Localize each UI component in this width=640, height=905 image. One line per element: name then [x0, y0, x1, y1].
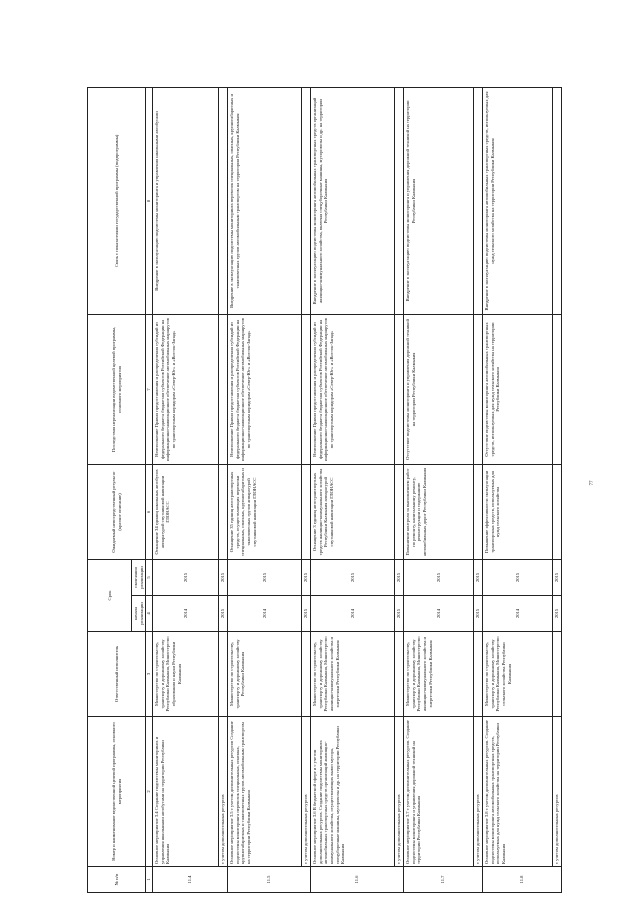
table-subrow	[474, 87, 483, 892]
row-number: 11.7	[404, 867, 483, 893]
subrow-start: 2015	[395, 596, 404, 632]
subrow-empty	[219, 314, 228, 464]
row-start: 2014	[311, 596, 395, 632]
row-result: Оснащение 3 единиц автотранспортных средств жилищно-коммунального хозяйства Республики Калмыкия аппаратурой спутниковой навигации ГЛОНАСС	[311, 464, 395, 559]
row-link: Внедрение в эксплуатацию подсистемы мониторинга и управления дорожной техникой на территории Республики Калмыкия	[404, 87, 474, 314]
subrow-empty	[395, 314, 404, 464]
subrow-empty	[395, 464, 404, 559]
row-link: Внедрение в эксплуатацию подсистемы мониторинга автомобильных транспортных средств, используемых для нужд сельского хозяйства на территории Республики Калмыкия	[483, 87, 553, 314]
subrow-empty	[474, 314, 483, 464]
subrow-empty	[553, 632, 562, 717]
subrow-empty	[219, 464, 228, 559]
row-name: Основное мероприятие 3.5 с учетом дополнительных ресурсов Создание подсистемы мониторинга перевозок специальных, опасных, крупногабаритных и тяжеловесных грузов автомобильным транспортом на территории Республики Калмыкия	[228, 717, 302, 867]
subrow-empty	[395, 632, 404, 717]
index-cell: 7	[146, 314, 153, 464]
table-subrow	[395, 87, 404, 892]
row-result: Оснащение 35 единиц автотранспортных средств, осуществляющих перевозки специальных, опасных, крупногабаритных и тяжеловесных грузов аппаратурой спутниковой навигации ГЛОНАСС	[228, 464, 302, 559]
page-number: 77	[590, 480, 595, 486]
subrow-label: с учетом дополнительных ресурсов	[302, 717, 311, 867]
row-consequence: Отсутствие подсистемы мониторинга и управления дорожной техникой на территории Республики Калмыкия	[404, 314, 474, 464]
subrow-empty	[302, 632, 311, 717]
row-responsible: Министерство по строительству, транспорту и дорожному хозяйству Республики Калмыкия, Министерство жилищно-коммунального хозяйства и энергетики Республики Калмыкия	[404, 632, 474, 717]
row-name: Основное мероприятие 3.4 Создание подсистемы мониторинга и управления школьными автобусами на территории Республики Калмыкия	[153, 717, 219, 867]
index-cell: 5	[146, 559, 153, 595]
subrow-start: 2015	[219, 596, 228, 632]
row-responsible: Министерство по строительству, транспорту и дорожному хозяйству Республики Калмыкия, Министерство жилищно-коммунального хозяйства и энергетики Республики Калмыкия	[311, 632, 395, 717]
subrow-end: 2015	[219, 559, 228, 595]
subrow-empty	[302, 314, 311, 464]
row-responsible: Министерство по строительству, транспорту и дорожному хозяйству Республики Калмыкия, Министерство сельского хозяйства Республики Калмыкия	[483, 632, 553, 717]
table-body	[153, 87, 562, 892]
header-consequence: Последствия нереализации ведомственной целевой программы, основного мероприятия	[88, 314, 146, 464]
index-cell: 4	[146, 596, 153, 632]
subrow-empty	[474, 87, 483, 314]
row-start: 2014	[153, 596, 219, 632]
row-result: Повышение контроля за выполнением работ по ремонту, капитальному ремонту, реконструкции и содержанию автомобильных дорог Республики Калмыкия	[404, 464, 474, 559]
index-cell: 1	[146, 867, 153, 893]
subrow-end: 2015	[302, 559, 311, 595]
subrow-start: 2015	[474, 596, 483, 632]
row-number: 11.8	[483, 867, 562, 893]
header-link: Связь с показателями государственной программы (подпрограммы)	[88, 87, 146, 314]
program-table	[87, 87, 562, 893]
row-link: Внедрение в эксплуатацию подсистемы мониторинга и управления школьными автобусами	[153, 87, 219, 314]
subrow-end: 2015	[474, 559, 483, 595]
row-end: 2015	[483, 559, 553, 595]
row-responsible: Министерство по строительству, транспорту и дорожному хозяйству Республики Калмыкия	[228, 632, 302, 717]
row-link: Внедрение в эксплуатацию подсистемы мониторинга перевозок специальных, опасных, крупногабаритных и тяжеловесных грузов автомобильным транспортом на территории Республики Калмыкия	[228, 87, 302, 314]
subrow-empty	[553, 314, 562, 464]
table-row	[228, 87, 302, 892]
subrow-label: с учетом дополнительных ресурсов	[553, 717, 562, 867]
subrow-empty	[553, 464, 562, 559]
row-number: 11.4	[153, 867, 228, 893]
row-end: 2015	[404, 559, 474, 595]
row-name: Основное мероприятие 3.6 В бюджетной сфере и с учетом дополнительных ресурсов. Создание подсистемы мониторинга автомобильных транспортных средств организаций жилищно-коммунального хозяйства, осуществляющих вывоз мусора, спецуборочные машины, мусоровозы и др. на территории Республики Калмыкия	[311, 717, 395, 867]
row-start: 2014	[483, 596, 553, 632]
table-row	[404, 87, 474, 892]
table-row	[483, 87, 553, 892]
subrow-empty	[219, 87, 228, 314]
header-end: окончания реализации	[132, 559, 146, 595]
row-name: Основное мероприятие 3.8 с учетом дополнительных ресурсов. Создание подсистемы мониторинга автомобильных транспортных средств, используемых для нужд сельского хозяйства на территории Республики Калмыкия	[483, 717, 553, 867]
subrow-label: с учетом дополнительных ресурсов	[474, 717, 483, 867]
row-link: Внедрение в эксплуатацию подсистемы мониторинга автомобильных транспортных средств организаций жилищно-коммунального хозяйства, включая спецуборочные машины, мусоровозы и др. на территории Республики Калмыкия	[311, 87, 395, 314]
table-row	[153, 87, 219, 892]
table-row	[311, 87, 395, 892]
table-subrow	[553, 87, 562, 892]
row-consequence: Неисполнение Правил предоставления и распределения субсидий из федерального бюджета бюджетам субъектов Российской Федерации на информационно-навигационное обеспечение автомобильных маршрутов по транспортным коридорам «Север-Юг» и «Восток-Запад»	[153, 314, 219, 464]
subrow-empty	[474, 464, 483, 559]
header-row	[88, 87, 132, 892]
header-responsible: Ответственный исполнитель	[88, 632, 146, 717]
index-cell: 8	[146, 87, 153, 314]
header-srok: Срок	[88, 559, 132, 631]
table-subrow	[219, 87, 228, 892]
subrow-empty	[553, 87, 562, 314]
subrow-empty	[219, 632, 228, 717]
header-name: Номер и наименование ведомственной целевой программы, основного мероприятия	[88, 717, 146, 867]
row-result: Оснащение 34 единиц школьных автобусов аппаратурой спутниковой навигации ГЛОНАСС	[153, 464, 219, 559]
subrow-end: 2015	[553, 559, 562, 595]
row-start: 2014	[228, 596, 302, 632]
index-row	[146, 87, 153, 892]
subrow-empty	[302, 464, 311, 559]
row-start: 2014	[404, 596, 474, 632]
row-responsible: Министерство по строительству, транспорту и дорожному хозяйству Республики Калмыкия, Министерство образования и науки Республики Калмыкия	[153, 632, 219, 717]
row-result: Повышение эффективности эксплуатации транспортных средств, используемых для нужд сельского хозяйства	[483, 464, 553, 559]
subrow-empty	[395, 87, 404, 314]
subrow-empty	[302, 87, 311, 314]
row-name: Основное мероприятие 3.7 с учетом дополнительных ресурсов. Создание подсистемы мониторинга и управления дорожной техникой на территории Республики Калмыкия	[404, 717, 474, 867]
subrow-label: с учетом дополнительных ресурсов	[395, 717, 404, 867]
subrow-label: с учетом дополнительных ресурсов	[219, 717, 228, 867]
header-num: № п/п	[88, 867, 146, 893]
row-end: 2015	[153, 559, 219, 595]
header-result: Ожидаемый непосредственный результат (краткое описание)	[88, 464, 146, 559]
row-consequence: Неисполнение Правил предоставления и распределения субсидий из федерального бюджета бюджетам субъектов Российской Федерации на информационно-навигационное обеспечение автомобильных маршрутов по транспортным коридорам «Север-Юг» и «Восток-Запад»	[311, 314, 395, 464]
row-number: 11.5	[228, 867, 311, 893]
row-consequence: Отсутствие подсистемы мониторинга автомобильных транспортных средств, используемых для нужд сельского хозяйства на территории Республики Калмыкия	[483, 314, 553, 464]
row-number: 11.6	[311, 867, 404, 893]
subrow-empty	[474, 632, 483, 717]
row-end: 2015	[311, 559, 395, 595]
subrow-start: 2015	[553, 596, 562, 632]
index-cell: 2	[146, 717, 153, 867]
header-start: начала реализации	[132, 596, 146, 632]
subrow-end: 2015	[395, 559, 404, 595]
rotated-table-frame	[87, 88, 592, 893]
table-subrow	[302, 87, 311, 892]
index-cell: 3	[146, 632, 153, 717]
index-cell: 6	[146, 464, 153, 559]
subrow-start: 2015	[302, 596, 311, 632]
row-end: 2015	[228, 559, 302, 595]
row-consequence: Неисполнение Правил предоставления и распределения субсидий из федерального бюджета бюджетам субъектов Российской Федерации на информационно-навигационное обеспечение автомобильных маршрутов по транспортным коридорам «Север-Юг» и «Восток-Запад»	[228, 314, 302, 464]
